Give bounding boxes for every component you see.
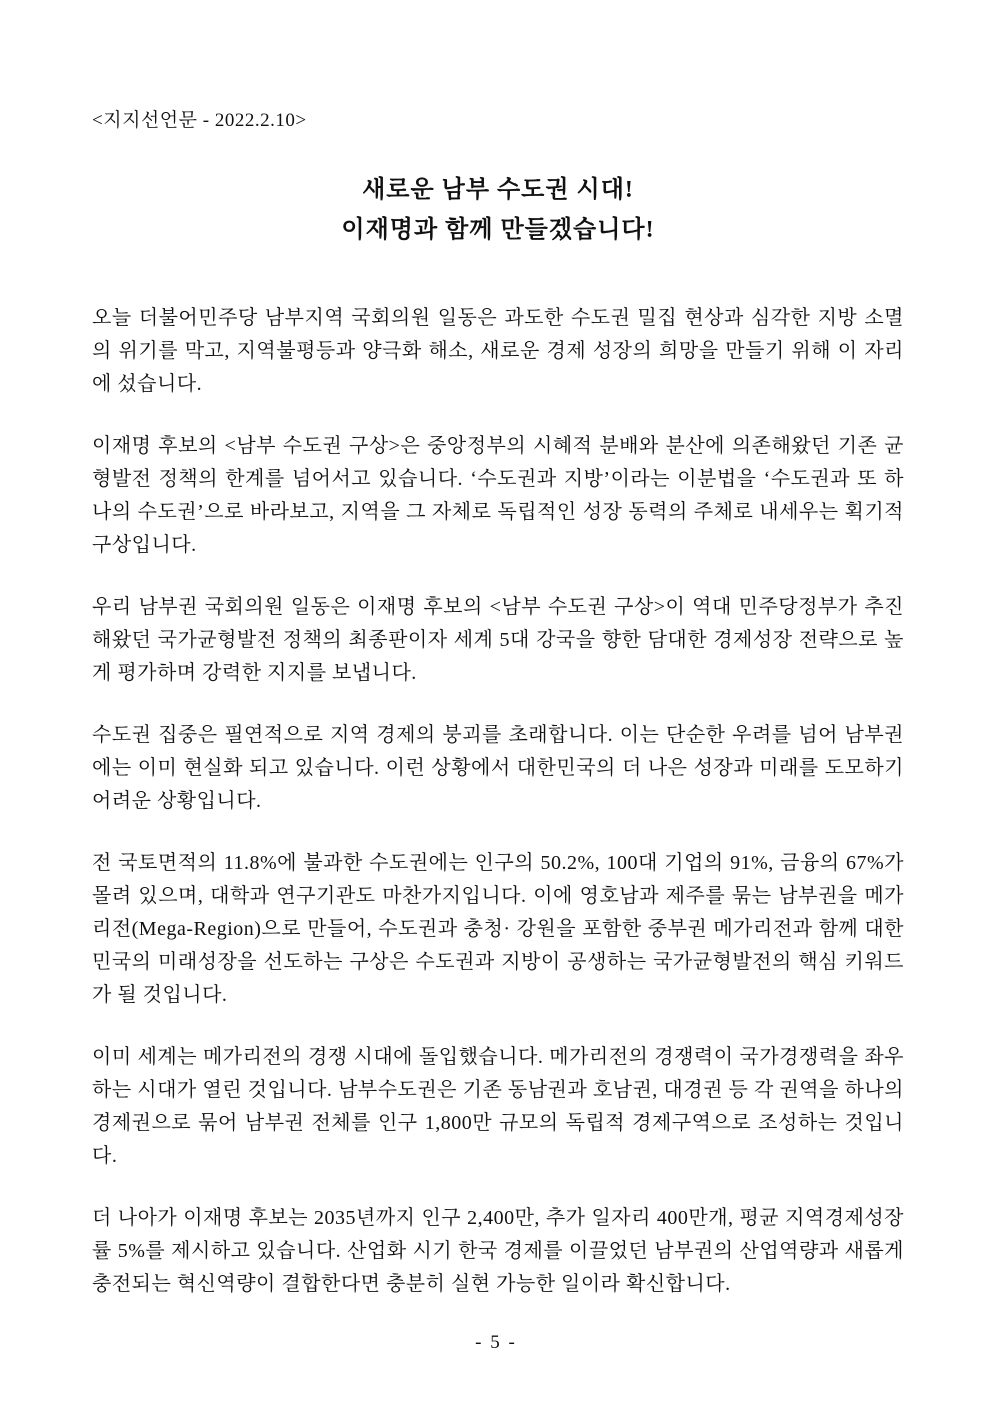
page-number: - 5 - bbox=[475, 1332, 517, 1353]
doc-label: <지지선언문 - 2022.2.10> bbox=[92, 110, 307, 131]
paragraph-1: 오늘 더불어민주당 남부지역 국회의원 일동은 과도한 수도권 밀집 현상과 심각한 지방 소멸의 위기를 막고, 지역불평등과 양극화 해소, 새로운 경제 성장의 희망을 만들기 위해 이 자리에 섰습니다. bbox=[92, 307, 904, 395]
paragraph-2: 이재명 후보의 <남부 수도권 구상>은 중앙정부의 시혜적 분배와 분산에 의존해왔던 기존 균형발전 정책의 한계를 넘어서고 있습니다. ‘수도권과 지방’이라는 이분법을 ‘수도권과 또 하나의 수도권’으로 바라보고, 지역을 그 자체로 독립적인 성장 동력의 주체로 내세우는 획기적 구상입니다. bbox=[92, 435, 904, 556]
paragraph-3: 우리 남부권 국회의원 일동은 이재명 후보의 <남부 수도권 구상>이 역대 민주당정부가 추진해왔던 국가균형발전 정책의 최종판이자 세계 5대 강국을 향한 담대한 경제성장 전략으로 높게 평가하며 강력한 지지를 보냅니다. bbox=[92, 596, 904, 684]
page-title bbox=[92, 170, 904, 250]
paragraph-7: 더 나아가 이재명 후보는 2035년까지 인구 2,400만, 추가 일자리 400만개, 평균 지역경제성장률 5%를 제시하고 있습니다. 산업화 시기 한국 경제를 이끌었던 남부권의 산업역량과 새롭게 충전되는 혁신역량이 결합한다면 충분히 실현 가능한 일이라 확신합니다. bbox=[92, 1207, 904, 1295]
title-line-1: 새로운 남부 수도권 시대! bbox=[362, 177, 634, 203]
paragraph-6: 이미 세계는 메가리전의 경쟁 시대에 돌입했습니다. 메가리전의 경쟁력이 국가경쟁력을 좌우하는 시대가 열린 것입니다. 남부수도권은 기존 동남권과 호남권, 대경권 등 각 권역을 하나의 경제권으로 묶어 남부권 전체를 인구 1,800만 규모의 독립적 경제구역으로 조성하는 것입니다. bbox=[92, 1046, 904, 1167]
title-line-2: 이재명과 함께 만들겠습니다! bbox=[341, 217, 655, 243]
paragraph-4: 수도권 집중은 필연적으로 지역 경제의 붕괴를 초래합니다. 이는 단순한 우려를 넘어 남부권에는 이미 현실화 되고 있습니다. 이런 상황에서 대한민국의 더 나은 성장과 미래를 도모하기 어려운 상황입니다. bbox=[92, 724, 904, 812]
paragraph-5: 전 국토면적의 11.8%에 불과한 수도권에는 인구의 50.2%, 100대 기업의 91%, 금융의 67%가 몰려 있으며, 대학과 연구기관도 마찬가지입니다. 이에 영호남과 제주를 묶는 남부권을 메가리전(Mega-Region)으로 만들어, 수도권과 충청· 강원을 포함한 중부권 메가리전과 함께 대한민국의 미래성장을 선도하는 구상은 수도권과 지방이 공생하는 국가균형발전의 핵심 키워드가 될 것입니다. bbox=[92, 852, 904, 1006]
document-body bbox=[92, 302, 904, 1301]
